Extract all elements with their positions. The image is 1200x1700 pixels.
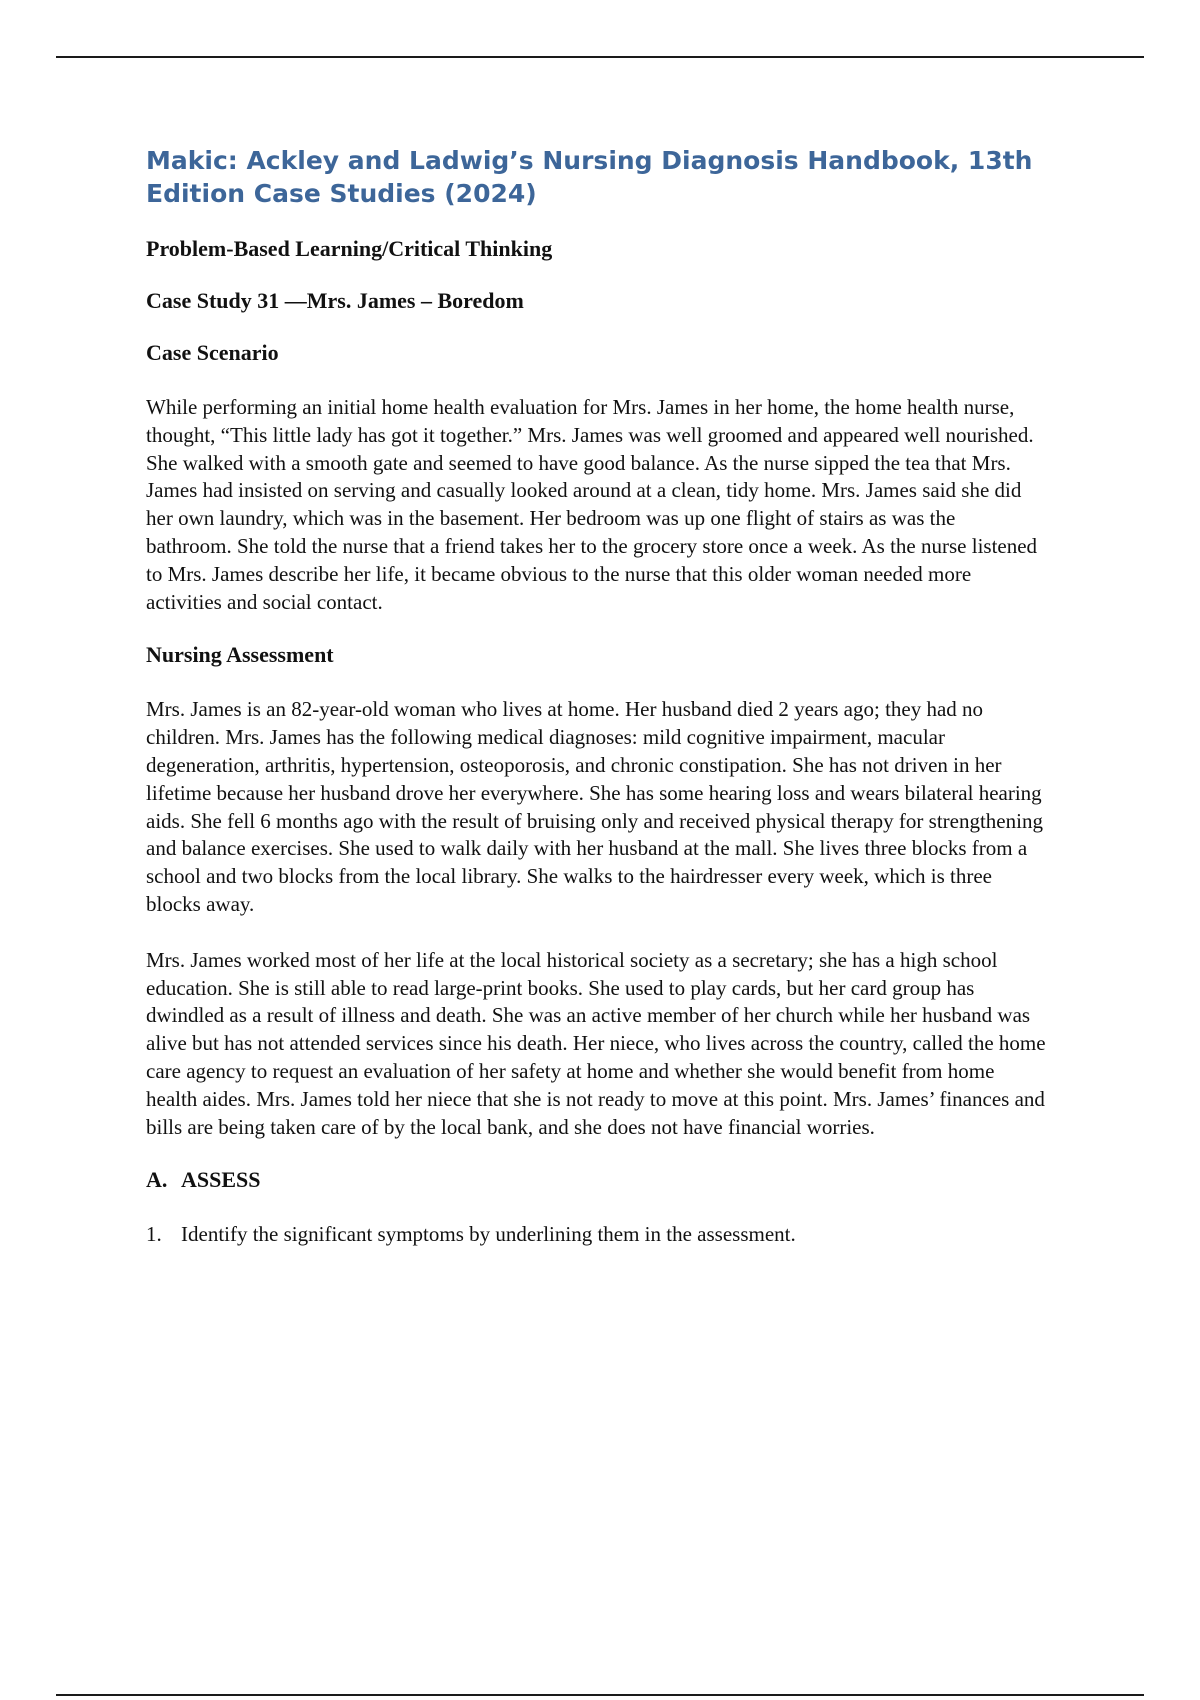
assessment-paragraph-2: Mrs. James worked most of her life at the local historical society as a secretary; she has a high school education. She is still able to read large-print books. She used to play cards, but her card group has dwindled as a result of illness and death. She was an active member of her church while her husband was alive but has not attended services since his death. Her niece, who lives across the country, called the home care agency to request an evaluation of her safety at home and whether she would benefit from home health aides. Mrs. James told her niece that she is not ready to move at this point. Mrs. James’ finances and bills are being taken care of by the local bank, and she does not have financial worries. [146,947,1046,1139]
document-page [146,144,1046,1248]
question-text: Identify the significant symptoms by underlining them in the assessment. [181,1222,796,1247]
section-letter: A. [146,1167,168,1193]
section-label: ASSESS [181,1167,261,1193]
document-title: Makic: Ackley and Ladwig’s Nursing Diagnosis Handbook, 13th Edition Case Studies (2024) [146,146,1033,208]
case-heading: Case Study 31 —Mrs. James – Boredom [146,288,524,313]
question-number: 1. [146,1222,162,1247]
subtitle: Problem-Based Learning/Critical Thinking [146,236,553,261]
scenario-heading: Case Scenario [146,340,279,365]
question-item [146,1221,1046,1248]
assessment-heading: Nursing Assessment [146,642,334,668]
scenario-paragraph: While performing an initial home health evaluation for Mrs. James in her home, the home health nurse, thought, “This little lady has got it together.” Mrs. James was well groomed and appeared well nourished. She walked with a smooth gate and seemed to have good balance. As the nurse sipped the tea that Mrs. James had insisted on serving and casually looked around at a clean, tidy home. Mrs. James said she did her own laundry, which was in the basement. Her bedroom was up one flight of stairs as was the bathroom. She told the nurse that a friend takes her to the grocery store once a week. As the nurse listened to Mrs. James describe her life, it became obvious to the nurse that this older woman needed more activities and social contact. [146,395,1038,614]
header-rule [56,56,1144,58]
section-assess-heading [146,1167,1046,1193]
footer-rule [56,1694,1144,1696]
assessment-paragraph-1: Mrs. James is an 82-year-old woman who lives at home. Her husband died 2 years ago; they had no children. Mrs. James has the following medical diagnoses: mild cognitive impairment, macular degeneration, arthritis, hypertension, osteoporosis, and chronic constipation. She has not driven in her lifetime because her husband drove her everywhere. She has some hearing loss and wears bilateral hearing aids. She fell 6 months ago with the result of bruising only and received physical therapy for strengthening and balance exercises. She used to walk daily with her husband at the mall. She lives three blocks from a school and two blocks from the local library. She walks to the hairdresser every week, which is three blocks away. [146,697,1043,916]
